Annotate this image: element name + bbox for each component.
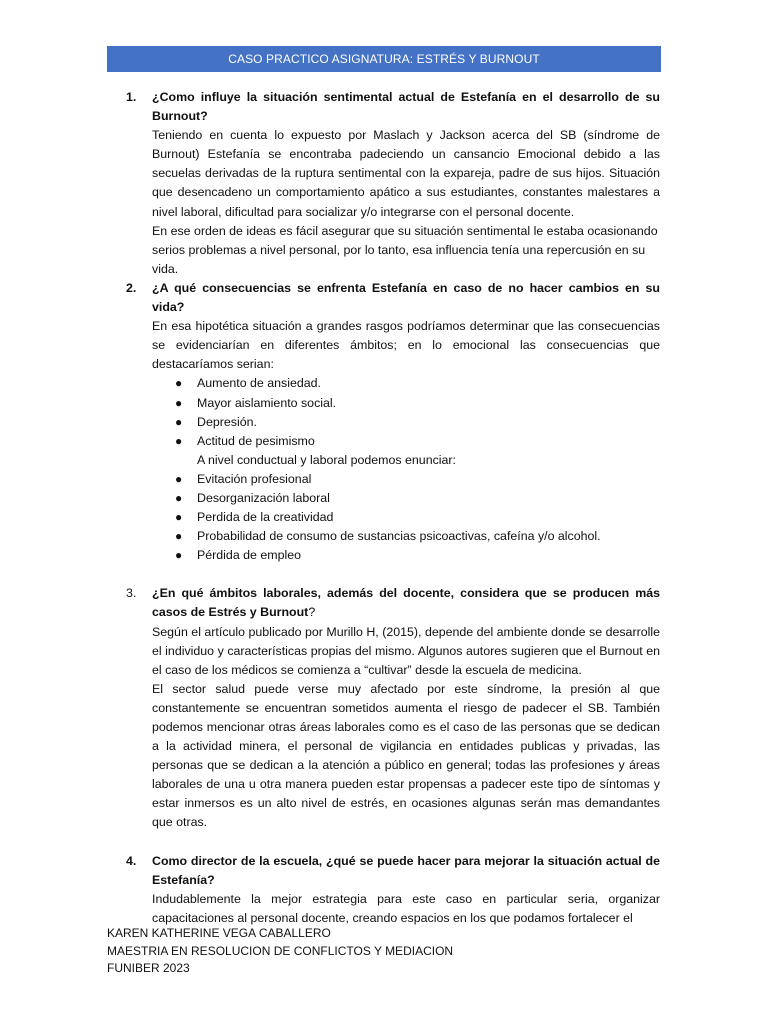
answer-paragraph: Indudablemente la mejor estrategia para este caso en particular seria, organizar capacitaciones al personal docente, creando espacios en los que podamos fortalecer el [152, 891, 660, 925]
bullet-icon: ● [175, 548, 183, 563]
bullet-icon: ● [175, 471, 183, 486]
list-item: ● Pérdida de empleo [197, 546, 657, 565]
footer-program: MAESTRIA EN RESOLUCION DE CONFLICTOS Y MEDIACION [107, 943, 454, 958]
question-text: ¿Como influye la situación sentimental actual de Estefanía en el desarrollo de su Burnout? [152, 90, 660, 124]
list-item: ● Actitud de pesimismo [197, 432, 657, 451]
bullet-icon: ● [175, 376, 183, 391]
bullet-icon: ● [175, 414, 183, 429]
document-title-banner [107, 46, 661, 72]
footer-institution: FUNIBER 2023 [107, 961, 190, 975]
question-2 [126, 279, 660, 317]
list-item: ● Evitación profesional [197, 470, 657, 489]
list-subheading: A nivel conductual y laboral podemos enunciar: [197, 452, 456, 467]
answer-paragraph: Teniendo en cuenta lo expuesto por Maslach y Jackson acerca del SB (síndrome de Burnout) Estefanía se encontraba padeciendo un cansancio Emocional debido a las secuelas derivadas de la ruptura sentimental con la expareja, padre de sus hijos. Situación que desencadeno un comportamiento apático a sus estudiantes, constantes malestares a nivel laboral, dificultad para socializar y/o integrarse con el personal docente. [152, 128, 660, 219]
question-1 [126, 88, 660, 126]
answer-paragraph: Según el artículo publicado por Murillo H, (2015), depende del ambiente donde se desarrolle el individuo y características propias del mismo. Algunos autores sugieren que el Burnout en el caso de los médicos se comienza a “cultivar” desde la escuela de medicina. [152, 624, 660, 677]
question-text: ¿A qué consecuencias se enfrenta Estefanía en caso de no hacer cambios en su vida? [152, 280, 660, 315]
answer-paragraph: El sector salud puede verse muy afectado por este síndrome, la presión al que constantemente se encuentran sometidos aumenta el riesgo de padecer el SB. También podemos mencionar otras áreas laborales como es el caso de las personas que se dedican a la actividad minera, el personal de vigilancia en entidades publicas y privadas, las personas que se dedican a la atención a público en general; todas las profesiones y áreas laborales de una u otra manera pueden estar propensas a padecer este tipo de síntomas y estar inmersos es un alto nivel de estrés, en ocasiones algunas serán mas demandantes que otras. [152, 681, 660, 830]
list-item: ● Perdida de la creatividad [197, 508, 657, 527]
document-footer [107, 925, 667, 978]
document-body [0, 88, 768, 928]
bullet-icon: ● [175, 395, 183, 410]
question-text: Como director de la escuela, ¿qué se puede hacer para mejorar la situación actual de Estefanía? [152, 853, 660, 887]
list-item: ● Depresión. [197, 413, 657, 432]
work-consequences-list [0, 470, 768, 565]
question-number: 3. [126, 586, 137, 601]
list-item: ● Probabilidad de consumo de sustancias psicoactivas, cafeína y/o alcohol. [197, 527, 657, 546]
document-title: CASO PRACTICO ASIGNATURA: ESTRÉS Y BURNOUT [228, 52, 540, 66]
answer-paragraph: En ese orden de ideas es fácil asegurar que su situación sentimental le estaba ocasionando serios problemas a nivel personal, por lo tanto, esa influencia tenía una repercusión en su vida. [152, 223, 658, 276]
question-number: 1. [126, 90, 137, 104]
question-number: 4. [126, 853, 137, 868]
bullet-icon: ● [175, 529, 183, 544]
list-item: ● Aumento de ansiedad. [197, 374, 657, 393]
footer-author: KAREN KATHERINE VEGA CABALLERO [107, 926, 331, 940]
question-mark: ? [308, 605, 316, 620]
question-text: ¿En qué ámbitos laborales, además del docente, considera que se producen más casos de Estrés y Burnout [152, 586, 660, 620]
list-item: ● Mayor aislamiento social. [197, 394, 657, 413]
bullet-icon: ● [175, 433, 183, 448]
question-4 [126, 852, 660, 890]
question-number: 2. [126, 280, 137, 295]
list-item: ● Desorganización laboral [197, 489, 657, 508]
question-3 [126, 584, 660, 622]
bullet-icon: ● [175, 490, 183, 505]
bullet-icon: ● [175, 510, 183, 525]
emotional-consequences-list [0, 374, 768, 450]
answer-paragraph: En esa hipotética situación a grandes rasgos podríamos determinar que las consecuencias se evidenciarían en diferentes ámbitos; en lo emocional las consecuencias que destacaríamos serian: [152, 319, 660, 372]
